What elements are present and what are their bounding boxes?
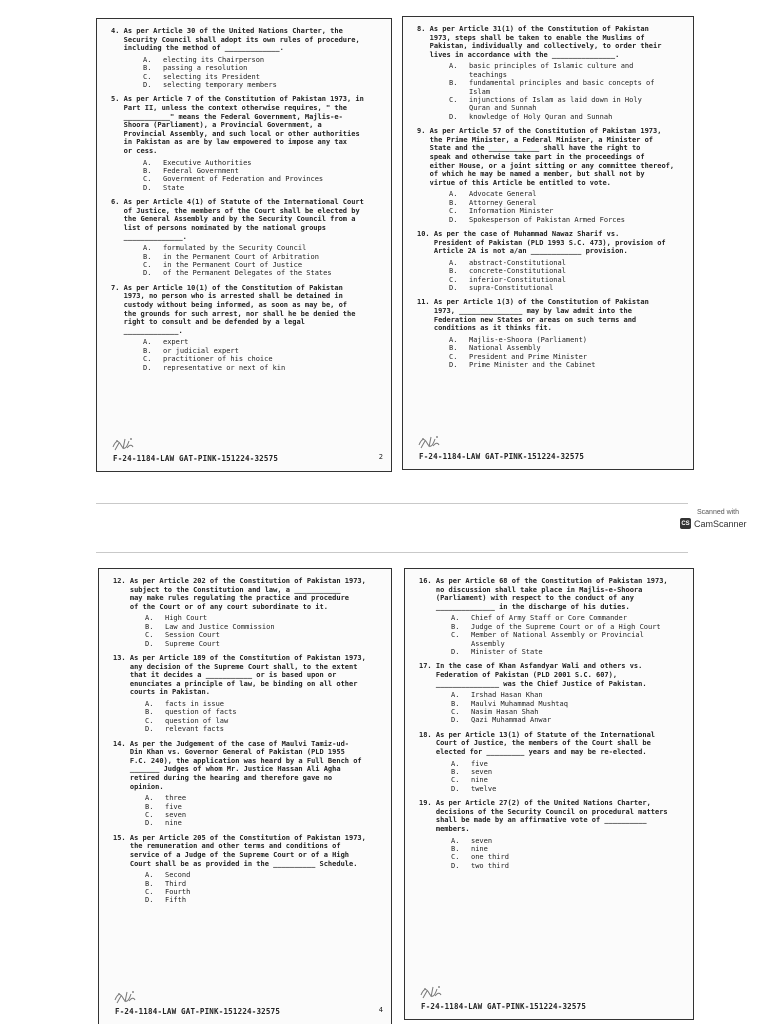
option-item bbox=[143, 56, 381, 64]
option-list bbox=[451, 760, 683, 794]
option-text: question of law bbox=[165, 716, 229, 725]
option-letter: C. bbox=[449, 207, 458, 216]
page-sheet-2 bbox=[96, 18, 392, 472]
option-text: Second bbox=[165, 871, 191, 880]
question-text: 7. As per Article 10(1) of the Constitution of Pakistan 1973, no person who is arrested shall be detained in custody without being informed, as soon as may be, of the grounds for such arrest, nor shall he be denied the right to consult and be defended by a legal _____________. bbox=[111, 283, 356, 335]
option-letter: D. bbox=[145, 819, 154, 828]
option-text: two third bbox=[471, 861, 509, 870]
option-item bbox=[451, 623, 683, 631]
option-text: nine bbox=[165, 819, 182, 828]
option-letter: C. bbox=[145, 887, 154, 896]
option-item bbox=[145, 794, 381, 802]
option-text: State bbox=[163, 183, 185, 192]
option-item bbox=[145, 623, 381, 631]
option-letter: C. bbox=[449, 352, 458, 361]
option-letter: C. bbox=[143, 175, 152, 184]
option-letter: A. bbox=[143, 244, 152, 253]
question-text: 8. As per Article 31(1) of the Constitution of Pakistan 1973, steps shall be taken to enable the Muslims of Pakistan, individually and collectively, to order their lives in accordance with the _______________. bbox=[417, 25, 662, 59]
option-letter: A. bbox=[449, 258, 458, 267]
option-item bbox=[449, 267, 683, 275]
option-item bbox=[449, 336, 683, 344]
option-letter: B. bbox=[451, 699, 460, 708]
option-item bbox=[449, 96, 683, 113]
option-item bbox=[145, 880, 381, 888]
option-text: Attorney General bbox=[469, 198, 537, 207]
camscanner-logo-icon: CS bbox=[680, 518, 691, 529]
option-text: seven bbox=[165, 810, 187, 819]
option-item bbox=[449, 62, 683, 79]
option-item bbox=[451, 648, 683, 656]
option-text: three bbox=[165, 794, 187, 803]
option-letter: B. bbox=[449, 198, 458, 207]
option-text: facts in issue bbox=[165, 699, 225, 708]
option-item bbox=[143, 269, 381, 277]
option-letter: A. bbox=[145, 794, 154, 803]
option-item bbox=[451, 760, 683, 768]
option-list bbox=[143, 244, 381, 278]
option-item bbox=[451, 768, 683, 776]
page-footer-code: F-24-1184-LAW GAT-PINK-151224-32575 bbox=[113, 454, 279, 463]
option-list bbox=[145, 700, 381, 734]
option-text: basic principles of Islamic culture and teachings bbox=[469, 62, 634, 79]
option-text: practitioner of his choice bbox=[163, 355, 273, 364]
question-text: 12. As per Article 202 of the Constitution of Pakistan 1973, subject to the Constitution and law, a ___________ may make rules regulating the practice and procedure of the Court or of any court subordinate to it. bbox=[113, 577, 366, 611]
option-item bbox=[449, 199, 683, 207]
option-text: Fifth bbox=[165, 896, 187, 905]
option-text: nine bbox=[471, 845, 488, 853]
option-letter: D. bbox=[143, 363, 152, 372]
option-list bbox=[145, 871, 381, 905]
option-item bbox=[451, 776, 683, 784]
option-letter: B. bbox=[449, 79, 458, 88]
scan-divider-bottom bbox=[96, 552, 688, 553]
signature-stamp-icon bbox=[111, 433, 137, 453]
question-text: 18. As per Article 13(1) of Statute of the International Court of Justice, the members of the Court shall be elected for _________ years and may be re-elected. bbox=[419, 730, 656, 756]
option-item bbox=[145, 725, 381, 733]
option-item bbox=[451, 785, 683, 793]
option-letter: B. bbox=[449, 267, 458, 276]
option-letter: B. bbox=[143, 252, 152, 261]
option-item bbox=[143, 253, 381, 261]
option-letter: B. bbox=[449, 344, 458, 353]
option-item bbox=[145, 717, 381, 725]
option-letter: D. bbox=[145, 725, 154, 734]
question-text: 10. As per the case of Muhammad Nawaz Sharif vs. President of Pakistan (PLD 1993 S.C. 473), provision of Article 2A is not a/an ____________ provision. bbox=[417, 230, 666, 256]
option-text: passing a resolution bbox=[163, 64, 248, 73]
option-item bbox=[451, 845, 683, 853]
page-footer-code: F-24-1184-LAW GAT-PINK-151224-32575 bbox=[419, 452, 585, 461]
option-list bbox=[449, 336, 683, 370]
option-item bbox=[143, 73, 381, 81]
option-letter: A. bbox=[451, 759, 460, 768]
option-letter: D. bbox=[451, 784, 460, 793]
option-item bbox=[449, 284, 683, 292]
option-text: in the Permanent Court of Justice bbox=[163, 260, 303, 269]
option-letter: C. bbox=[143, 72, 152, 81]
signature-stamp-icon bbox=[113, 986, 139, 1006]
option-item bbox=[451, 708, 683, 716]
option-letter: A. bbox=[143, 158, 152, 167]
option-letter: D. bbox=[449, 215, 458, 224]
option-text: selecting temporary members bbox=[163, 81, 277, 89]
page-sheet-3 bbox=[402, 16, 694, 470]
option-text: seven bbox=[471, 768, 493, 776]
option-letter: B. bbox=[145, 879, 154, 888]
option-text: expert bbox=[163, 338, 189, 347]
option-letter: A. bbox=[449, 62, 458, 71]
option-letter: D. bbox=[451, 861, 460, 870]
option-text: Qazi Muhammad Anwar bbox=[471, 716, 552, 725]
option-item bbox=[451, 691, 683, 699]
option-letter: D. bbox=[449, 361, 458, 369]
option-item bbox=[449, 361, 683, 369]
option-text: Irshad Hasan Khan bbox=[471, 691, 543, 700]
option-letter: B. bbox=[451, 845, 460, 853]
option-letter: D. bbox=[451, 648, 460, 656]
option-text: President and Prime Minister bbox=[469, 352, 588, 361]
option-letter: A. bbox=[451, 614, 460, 623]
option-list bbox=[143, 338, 381, 372]
question-text: 17. In the case of Khan Asfandyar Wali and others vs. Federation of Pakistan (PLD 2001 S.C. 607), _______________ was the Chief Justice of Pakistan. bbox=[419, 662, 647, 688]
option-letter: A. bbox=[451, 836, 460, 845]
question-text: 6. As per Article 4(1) of Statute of the International Court of Justice, the members of the Court shall be elected by the General Assembly and by the Security Council from a list of persons nominated by the national groups ______________. bbox=[111, 198, 364, 241]
page-number: 2 bbox=[378, 453, 383, 461]
page-sheet-4 bbox=[98, 568, 392, 1024]
option-item bbox=[145, 700, 381, 708]
option-item bbox=[449, 113, 683, 121]
option-text: five bbox=[165, 802, 182, 811]
option-text: formulated by the Security Council bbox=[163, 244, 307, 253]
option-letter: D. bbox=[143, 81, 152, 89]
option-item bbox=[143, 338, 381, 346]
option-item bbox=[143, 347, 381, 355]
option-text: Spokesperson of Pakistan Armed Forces bbox=[469, 215, 625, 224]
camscanner-watermark bbox=[680, 509, 756, 537]
option-item bbox=[449, 344, 683, 352]
option-letter: C. bbox=[451, 708, 460, 716]
option-item bbox=[143, 159, 381, 167]
option-list bbox=[145, 794, 381, 828]
option-text: Session Court bbox=[165, 631, 220, 640]
option-text: Fourth bbox=[165, 887, 191, 896]
option-list bbox=[449, 62, 683, 121]
page-number: 4 bbox=[378, 1006, 383, 1014]
option-letter: A. bbox=[145, 614, 154, 623]
option-letter: A. bbox=[145, 699, 154, 708]
option-item bbox=[143, 355, 381, 363]
option-list bbox=[451, 691, 683, 725]
option-letter: A. bbox=[145, 871, 154, 880]
option-item bbox=[449, 259, 683, 267]
option-item bbox=[145, 803, 381, 811]
option-item bbox=[449, 353, 683, 361]
scan-divider-top bbox=[96, 503, 688, 504]
option-letter: B. bbox=[143, 346, 152, 355]
option-text: or judicial expert bbox=[163, 346, 239, 355]
question-text: 19. As per Article 27(2) of the United Nations Charter, decisions of the Security Council on procedural matters shall be made by an affirmative vote of __________ members. bbox=[419, 799, 668, 833]
option-text: nine bbox=[471, 776, 488, 785]
option-letter: B. bbox=[451, 768, 460, 776]
question-text: 9. As per Article 57 of the Constitution of Pakistan 1973, the Prime Minister, a Federal Minister, a Minister of State and the ____________ shall have the right to speak and otherwise take part in the proceedings of either House, or a joint sitting or any committee thereof, of which he may be named a member, but shall not by virtue of this Article be entitled to vote. bbox=[417, 127, 675, 187]
option-text: five bbox=[471, 759, 488, 768]
option-letter: C. bbox=[143, 260, 152, 269]
option-item bbox=[449, 207, 683, 215]
question-text: 16. As per Article 68 of the Constitution of Pakistan 1973, no discussion shall take place in Majlis-e-Shoora (Parliament) with respect to the conduct of any ______________ in the discharge of his duties. bbox=[419, 577, 668, 611]
option-text: abstract-Constitutional bbox=[469, 258, 566, 267]
option-letter: B. bbox=[143, 166, 152, 175]
option-letter: D. bbox=[143, 269, 152, 278]
option-item bbox=[145, 896, 381, 904]
option-letter: B. bbox=[145, 802, 154, 811]
option-letter: B. bbox=[143, 64, 152, 73]
option-text: Government of Federation and Provinces bbox=[163, 175, 324, 184]
option-text: supra-Constitutional bbox=[469, 284, 554, 292]
option-text: inferior-Constitutional bbox=[469, 275, 566, 284]
option-text: Nasim Hasan Shah bbox=[471, 708, 539, 716]
question-text: 15. As per Article 205 of the Constitution of Pakistan 1973, the remuneration and other terms and conditions of service of a Judge of the Supreme Court or of a High Court shall be as provided in the __________ Schedule. bbox=[113, 833, 366, 868]
option-letter: B. bbox=[145, 708, 154, 717]
option-list bbox=[145, 614, 381, 648]
option-item bbox=[449, 216, 683, 224]
option-item bbox=[451, 862, 683, 870]
option-item bbox=[145, 631, 381, 639]
option-text: relevant facts bbox=[165, 725, 225, 734]
option-list bbox=[451, 837, 683, 871]
signature-stamp-icon bbox=[419, 981, 445, 1001]
option-text: Law and Justice Commission bbox=[165, 622, 275, 631]
option-letter: B. bbox=[451, 622, 460, 631]
option-text: twelve bbox=[471, 784, 497, 793]
option-letter: C. bbox=[145, 631, 154, 640]
option-item bbox=[143, 81, 381, 89]
option-item bbox=[143, 261, 381, 269]
option-item bbox=[449, 79, 683, 96]
option-text: selecting its President bbox=[163, 72, 260, 81]
option-letter: C. bbox=[451, 631, 460, 640]
option-text: Federal Government bbox=[163, 166, 239, 175]
option-item bbox=[143, 167, 381, 175]
option-letter: C. bbox=[143, 355, 152, 364]
option-item bbox=[451, 716, 683, 724]
option-item bbox=[451, 700, 683, 708]
option-text: National Assembly bbox=[469, 344, 541, 353]
option-text: Minister of State bbox=[471, 648, 543, 656]
option-text: Majlis-e-Shoora (Parliament) bbox=[469, 335, 588, 344]
option-letter: D. bbox=[143, 183, 152, 192]
option-list bbox=[451, 614, 683, 656]
camscanner-name: CamScanner bbox=[694, 518, 747, 529]
option-letter: C. bbox=[449, 96, 458, 104]
option-item bbox=[145, 819, 381, 827]
option-letter: A. bbox=[449, 335, 458, 344]
option-item bbox=[145, 640, 381, 648]
option-list bbox=[143, 159, 381, 193]
option-letter: D. bbox=[449, 112, 458, 121]
page-footer-code: F-24-1184-LAW GAT-PINK-151224-32575 bbox=[421, 1002, 587, 1011]
option-item bbox=[145, 888, 381, 896]
option-text: in the Permanent Court of Arbitration bbox=[163, 252, 319, 261]
option-text: injunctions of Islam as laid down in Holy Quran and Sunnah bbox=[469, 96, 642, 113]
option-item bbox=[451, 853, 683, 861]
option-item bbox=[451, 614, 683, 622]
option-text: fundamental principles and basic concepts of Islam bbox=[469, 79, 655, 96]
option-text: Judge of the Supreme Court or of a High Court bbox=[471, 622, 661, 631]
option-item bbox=[145, 871, 381, 879]
option-list bbox=[449, 259, 683, 293]
option-item bbox=[143, 175, 381, 183]
option-letter: D. bbox=[145, 639, 154, 648]
option-text: question of facts bbox=[165, 708, 237, 717]
option-item bbox=[145, 811, 381, 819]
option-letter: C. bbox=[145, 716, 154, 725]
option-text: of the Permanent Delegates of the States bbox=[163, 269, 332, 278]
option-text: representative or next of kin bbox=[163, 363, 286, 372]
option-text: Maulvi Muhammad Mushtaq bbox=[471, 699, 568, 708]
question-text: 13. As per Article 189 of the Constitution of Pakistan 1973, any decision of the Supreme Court shall, to the extent that it decides a ___________ or is based upon or enunciates a principle of law, be binding on all other courts in Pakistan. bbox=[113, 654, 366, 697]
option-item bbox=[449, 276, 683, 284]
question-text: 11. As per Article 1(3) of the Constitution of Pakistan 1973, _______________ may by law admit into the Federation new States or areas on such terms and conditions as it thinks fit. bbox=[417, 298, 649, 333]
option-text: High Court bbox=[165, 614, 208, 623]
option-text: electing its Chairperson bbox=[163, 55, 265, 64]
option-text: Third bbox=[165, 879, 187, 888]
option-text: knowledge of Holy Quran and Sunnah bbox=[469, 112, 613, 121]
option-text: Supreme Court bbox=[165, 639, 220, 648]
option-text: Chief of Army Staff or Core Commander bbox=[471, 614, 627, 623]
option-letter: C. bbox=[451, 853, 460, 862]
question-text: 4. As per Article 30 of the United Nations Charter, the Security Council shall adopt its own rules of procedure, including the method of _____________. bbox=[111, 27, 360, 53]
option-letter: A. bbox=[143, 338, 152, 347]
option-list bbox=[449, 190, 683, 224]
page-footer-code: F-24-1184-LAW GAT-PINK-151224-32575 bbox=[115, 1007, 281, 1016]
option-item bbox=[143, 244, 381, 252]
option-item bbox=[143, 64, 381, 72]
option-item bbox=[451, 631, 683, 648]
option-text: concrete-Constitutional bbox=[469, 267, 566, 276]
page-sheet-5 bbox=[404, 568, 694, 1020]
option-item bbox=[449, 190, 683, 198]
option-letter: D. bbox=[451, 716, 460, 725]
option-letter: C. bbox=[449, 275, 458, 284]
option-item bbox=[451, 837, 683, 845]
option-item bbox=[145, 614, 381, 622]
question-text: 14. As per the Judgement of the case of Maulvi Tamiz-ud- Din Khan vs. Governor General of Pakistan (PLD 1955 F.C. 240), the application was heard by a Full Bench of _______ Judges of whom Mr. Justice Hassan Ali Agha retired during the hearing and therefore gave no opinion. bbox=[113, 739, 362, 791]
option-text: Prime Minister and the Cabinet bbox=[469, 361, 596, 369]
option-letter: C. bbox=[451, 776, 460, 785]
option-list bbox=[143, 56, 381, 90]
signature-stamp-icon bbox=[417, 431, 443, 451]
option-letter: C. bbox=[145, 810, 154, 819]
camscanner-caption: Scanned with bbox=[696, 509, 740, 516]
option-letter: A. bbox=[451, 691, 460, 700]
option-item bbox=[143, 184, 381, 192]
question-text: 5. As per Article 7 of the Constitution of Pakistan 1973, in Part II, unless the context otherwise requires, " the ___________" means the Federal Government, Majlis-e- Shoora (Parliament), a Provincial Government, a Provincial Assembly, and such local or other authorities in Pakistan as are by law empowered to impose any tax or cess. bbox=[111, 95, 364, 155]
option-text: Advocate General bbox=[469, 190, 537, 199]
option-item bbox=[143, 364, 381, 372]
option-item bbox=[145, 708, 381, 716]
option-letter: B. bbox=[145, 622, 154, 631]
option-text: one third bbox=[471, 853, 509, 862]
option-text: Member of National Assembly or Provincial Assembly bbox=[471, 631, 644, 648]
option-text: Executive Authorities bbox=[163, 158, 252, 167]
option-letter: A. bbox=[449, 190, 458, 199]
option-text: Information Minister bbox=[469, 207, 554, 216]
option-letter: A. bbox=[143, 55, 152, 64]
option-letter: D. bbox=[449, 284, 458, 292]
option-letter: D. bbox=[145, 896, 154, 905]
option-text: seven bbox=[471, 836, 493, 845]
